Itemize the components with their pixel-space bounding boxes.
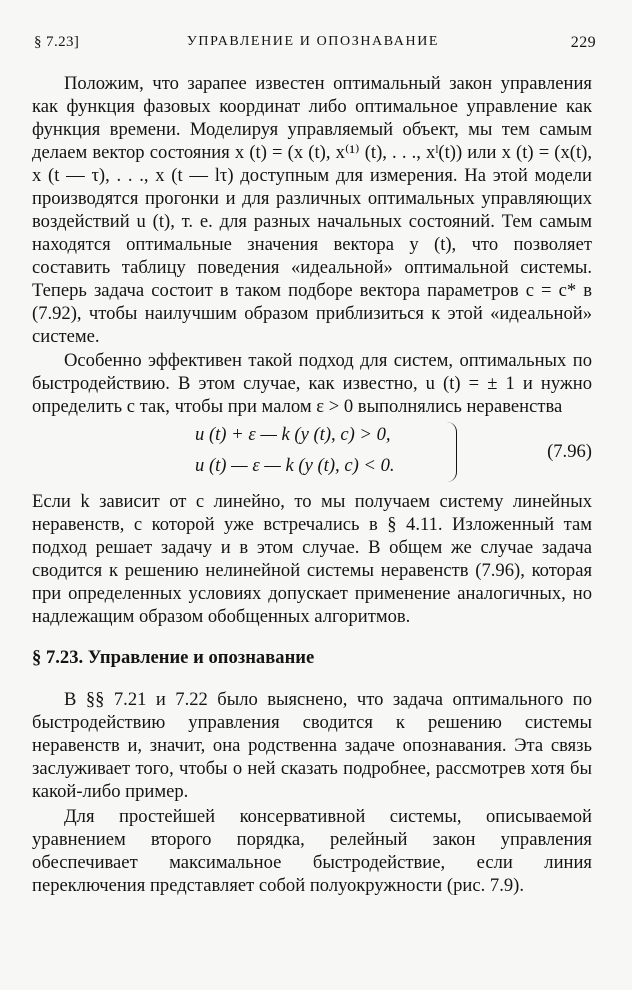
equation-number: (7.96) — [547, 441, 592, 462]
formula-7-96 — [32, 420, 592, 490]
paragraph: Для простейшей консервативной системы, описываемой уравнением второго порядка, релейный закон управления обеспечивает максимальное быстродействие, если линия переключения представляет собой полуокружности (рис. 7.9). — [32, 806, 592, 896]
paragraph: В §§ 7.21 и 7.22 было выяснено, что задача оптимального по быстродействию управления сводится к решению системы неравенств и, значит, она родственна задаче опознавания. Эта связь заслуживает того, чтобы о ней сказать подробнее, рассмотрев хотя бы какой-либо пример. — [32, 689, 592, 802]
formula-line: u (t) + ε — k (y (t), c) > 0, — [195, 424, 391, 445]
header-section-ref: § 7.23] — [34, 34, 80, 50]
page-body — [32, 72, 592, 897]
section-title: Управление и опознавание — [87, 647, 315, 668]
section-heading — [32, 646, 592, 670]
formula-line: u (t) — ε — k (y (t), c) < 0. — [195, 455, 395, 476]
running-head — [30, 34, 596, 54]
section-number: § 7.23. — [32, 647, 84, 668]
paragraph: Если k зависит от c линейно, то мы получаем систему линейных неравенств, с которой уже встречались в § 4.11. Изложенный там подход решает задачу и в этом случае. В общем же случае задача сводится к решению нелинейной системы неравенств (7.96), которая при определенных условиях допускает применение аналогичных, но надлежащим образом обобщенных алгоритмов. — [32, 491, 592, 627]
formula-brace — [446, 422, 457, 482]
page-number: 229 — [570, 34, 596, 51]
paragraph: Положим, что зарапее известен оптимальный закон управления как функция фазовых координат либо оптимальное управление как функция времени. Моделируя управляемый объект, мы тем самым делаем вектор состояния x (t) = (x (t), x⁽¹⁾ (t), . . ., xˡ(t)) или x (t) = (x(t), x (t — τ), . . ., x (t — lτ) доступным для измерения. На этой модели производятся прогонки и для различных оптимальных управляющих воздействий u (t), т. е. для разных начальных состояний. Тем самым находятся оптимальные значения вектора y (t), что позволяет составить таблицу поведения «идеальной» оптимальной системы. Теперь задача состоит в таком подборе вектора параметров c = c* в (7.92), чтобы наилучшим образом приблизиться к этой «идеальной» системе. — [32, 73, 592, 347]
paragraph: Особенно эффективен такой подход для систем, оптимальных по быстродействию. В этом случае, как известно, u (t) = ± 1 и нужно определить c так, чтобы при малом ε > 0 выполнялись неравенства — [32, 350, 592, 417]
header-title: УПРАВЛЕНИЕ И ОПОЗНАВАНИЕ — [186, 34, 440, 49]
